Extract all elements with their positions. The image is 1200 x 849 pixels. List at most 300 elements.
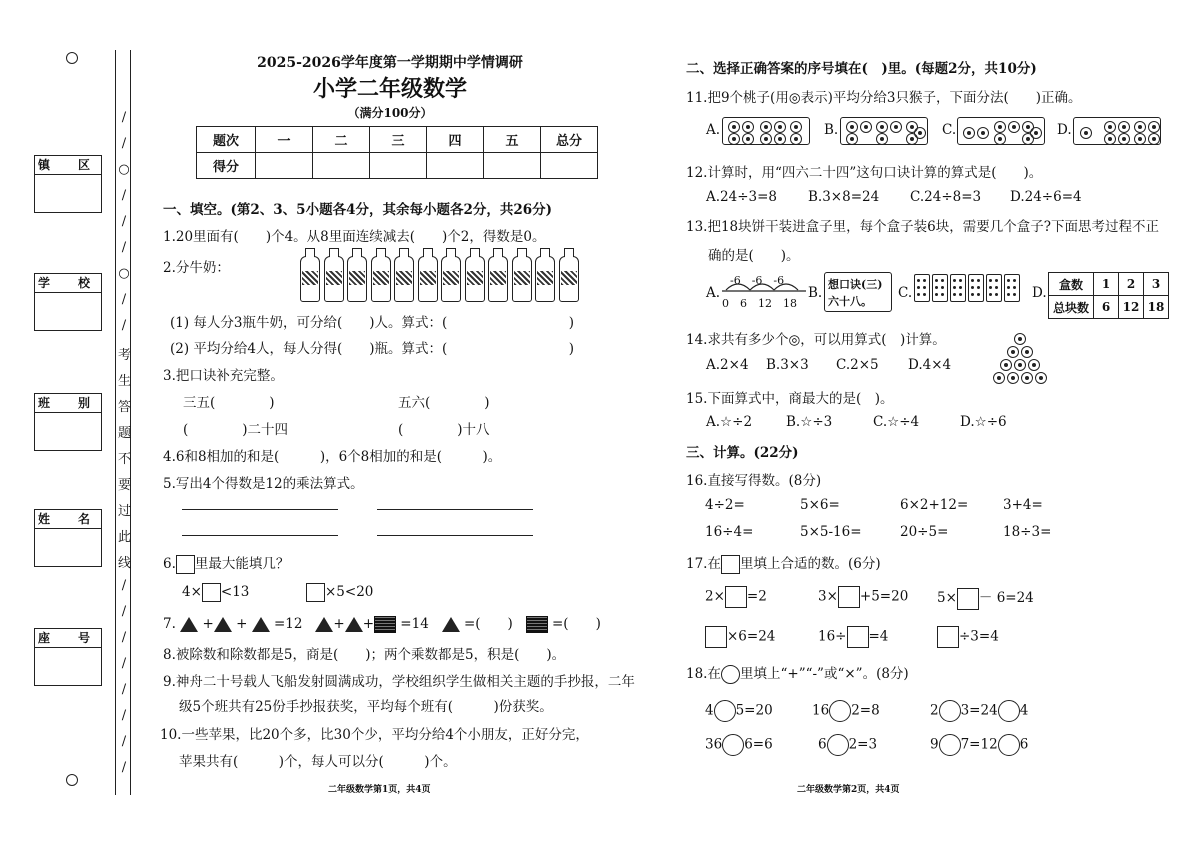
table-cell: 盒数 [1049,273,1094,296]
triangle-icon [214,617,232,632]
score-input-cell[interactable] [370,153,427,179]
expr-text: ×5<20 [325,584,374,600]
peach-icon [742,121,754,133]
question-3-d: ( )十八 [398,422,490,438]
q17-item [937,586,1034,610]
peach-icon [846,121,858,133]
peach-icon [890,121,902,133]
answer-box[interactable] [306,583,325,602]
cookie-dot [1013,293,1016,296]
calc-item[interactable]: 5×6= [800,497,840,513]
binding-text-char: 要 [118,478,132,493]
milk-bottle-icon [535,256,555,302]
peach-icon [1030,127,1042,139]
cookie-dot [917,279,920,282]
section2-heading: 二、选择正确答案的序号填在( )里。(每题2分，共10分) [686,61,1037,77]
question-18 [686,662,909,684]
binding-text-char: 不 [118,452,132,467]
cookie-dot [989,279,992,282]
field-name-label: 姓 名 [35,510,101,529]
expr-text: =14 [400,616,429,632]
q18-item [818,734,877,756]
cookie-dot [923,293,926,296]
answer-line[interactable] [377,535,533,536]
score-row-label: 得分 [197,153,256,179]
q18-item [705,700,773,722]
field-seat-label: 座 号 [35,629,101,648]
score-input-cell[interactable] [313,153,370,179]
cookie-dot [1007,286,1010,289]
field-name[interactable] [34,509,102,567]
option-11-c-label: C. [942,122,957,138]
expr-text: 9 [930,736,939,753]
peach-icon [1134,121,1146,133]
coin-icon [1007,346,1019,358]
cookie-dot [953,279,956,282]
question-3-c: ( )二十四 [183,422,289,438]
question-6-b [306,583,373,602]
cookie-dot [989,293,992,296]
question-12: 12.计算时，用“四六二十四”这句口诀计算的算式是( )。 [686,165,1043,181]
question-11: 11.把9个桃子(用◎表示)平均分给3只猴子，下面分法( )正确。 [686,90,1082,106]
field-seat[interactable] [34,628,102,686]
cookie-dot [917,293,920,296]
expr-text: － 6=24 [978,590,1034,606]
peach-icon [1148,133,1160,145]
cookie-dot [959,286,962,289]
option-15-b[interactable]: B.☆÷3 [786,414,833,430]
peach-icon [728,133,740,145]
milk-bottle-icon [300,256,320,302]
peach-icon [790,121,802,133]
question-2-1: (1) 每人分3瓶牛奶，可分给( )人。算式：( ) [170,315,575,331]
q18-item [930,734,1028,756]
score-input-cell[interactable] [484,153,541,179]
binding-circle-icon: ○ [118,266,130,281]
binding-slash: / [121,110,127,125]
number-line-arrows [720,280,808,294]
question-17-prefix: 17.在 [686,556,721,572]
square-icon [526,616,548,633]
option-12-c[interactable]: C.24÷8=3 [910,189,982,205]
expr-text: 6=6 [744,736,773,753]
binding-slash: / [121,630,127,645]
question-3-b: 五六( ) [398,395,490,411]
question-6-a [182,583,249,602]
binding-slash: / [121,604,127,619]
blank-box [176,555,195,574]
milk-bottle-icon [488,256,508,302]
calc-item[interactable]: 5×5-16= [800,524,862,540]
field-town-label: 镇 区 [35,156,101,175]
binding-text-char: 答 [118,400,132,415]
option-11-b-label: B. [824,122,839,138]
q18-item [705,734,773,756]
answer-circle[interactable] [722,734,744,756]
calc-item[interactable]: 18÷3= [1003,524,1052,540]
field-class-label: 班 别 [35,394,101,413]
peach-icon [1104,133,1116,145]
expr-text: =2 [746,588,767,605]
peach-icon [1080,127,1092,139]
answer-line[interactable] [377,509,533,510]
peach-icon [728,121,740,133]
binding-text-char: 过 [118,504,132,519]
option-13-d-table [1048,272,1169,319]
expr-text: =4 [868,628,889,645]
expr-text: 7=12 [960,736,998,753]
cookie-dot [959,293,962,296]
expr-text: =( ) [552,616,601,632]
cookie-dot [995,286,998,289]
cookie-dot [1007,279,1010,282]
question-13-line2: 确的是( )。 [708,248,800,264]
expr-text: 2 [930,702,939,719]
peach-icon [774,133,786,145]
option-14-b[interactable]: B.3×3 [766,357,809,373]
question-7-number: 7. [163,616,176,632]
question-8: 8.被除数和除数都是5，商是( )；两个乘数都是5，积是( )。 [163,647,566,663]
expr-text: 3× [818,588,838,605]
field-school[interactable] [34,273,102,331]
peach-icon [876,133,888,145]
cookie-dot [953,286,956,289]
blank-circle [721,665,740,684]
binding-slash: / [121,292,127,307]
coin-icon [1000,359,1012,371]
answer-circle[interactable] [714,700,736,722]
question-3: 3.把口诀补充完整。 [163,368,284,384]
peach-icon [760,133,772,145]
question-17-suffix: 里填上合适的数。(6分) [739,556,881,572]
cookie-dot [923,279,926,282]
field-class[interactable] [34,393,102,451]
section1-heading: 一、填空。(第2、3、5小题各4分，其余每小题各2分，共26分) [163,202,553,218]
q17-item [705,586,767,608]
score-header-cell: 二 [313,127,370,153]
coin-icon [1014,333,1026,345]
question-16: 16.直接写得数。(8分) [686,473,822,489]
cookie-dot [977,286,980,289]
question-17 [686,552,881,574]
exam-title: 小学二年级数学 [312,77,467,102]
calc-item[interactable]: 16÷4= [705,524,754,540]
option-14-d[interactable]: D.4×4 [908,357,952,373]
table-cell: 12 [1119,296,1144,319]
peach-icon [1134,133,1146,145]
milk-bottle-icon [347,256,367,302]
option-13-b-text1: 想口诀(三) [828,278,883,291]
score-header-cell: 五 [484,127,541,153]
table-cell: 1 [1094,273,1119,296]
calc-item[interactable]: 6×2+12= [900,497,969,513]
question-2-2: (2) 平均分给4人，每人分得( )瓶。算式：( ) [170,341,575,357]
expr-text: 2=8 [851,702,880,719]
answer-box[interactable] [725,586,747,608]
binding-text-char: 考 [118,348,132,363]
option-14-c[interactable]: C.2×5 [836,357,879,373]
answer-circle[interactable] [827,734,849,756]
milk-bottle-icon [465,256,485,302]
cookie-dot [977,279,980,282]
cookie-dot [935,286,938,289]
binding-slash: / [121,578,127,593]
expr-text: 5=20 [735,702,773,719]
binding-slash: / [121,656,127,671]
expr-text: 2=3 [848,736,878,753]
binding-text-char: 线 [118,556,132,571]
binding-hole-bottom [66,774,78,786]
peach-icon [774,121,786,133]
answer-circle[interactable] [998,700,1020,722]
expr-text: ×6=24 [727,628,776,645]
cookie-dot [941,279,944,282]
cookie-dot [1013,279,1016,282]
cookie-dot [971,293,974,296]
expr-text: 4 [1019,702,1029,719]
expr-text: 6 [1019,736,1029,753]
question-13-line1: 13.把18块饼干装进盒子里，每个盒子装6块，需要几个盒子?下面思考过程不正 [686,219,1159,235]
binding-text-char: 生 [118,374,132,389]
section3-heading: 三、计算。(22分) [686,445,799,461]
score-header-cell: 一 [256,127,313,153]
option-15-a[interactable]: A.☆÷2 [706,414,753,430]
option-13-b-label[interactable]: B. [808,285,823,301]
cookie-dot [977,293,980,296]
answer-box[interactable] [957,588,979,610]
question-15: 15.下面算式中，商最大的是( )。 [686,391,894,407]
binding-slash: / [121,188,127,203]
field-school-label: 学 校 [35,274,101,293]
cookie-box-icon [914,274,930,302]
exam-title-line1: 2025-2026学年度第一学期期中学情调研 [257,55,523,71]
binding-slash: / [121,318,127,333]
answer-box[interactable] [202,583,221,602]
cookie-dot [971,279,974,282]
cookie-box-icon [1004,274,1020,302]
calc-item[interactable]: 3+4= [1003,497,1043,513]
expr-text: 4× [182,584,202,600]
square-icon [374,616,396,633]
milk-bottle-icon [559,256,579,302]
answer-circle[interactable] [939,700,961,722]
exam-full-score: （满分100分） [347,106,433,120]
q18-item [930,700,1028,722]
milk-bottle-icon [324,256,344,302]
expr-text: 5× [937,590,957,606]
coin-icon [1028,359,1040,371]
answer-box[interactable] [937,626,959,648]
peach-icon [1118,133,1130,145]
score-input-cell[interactable] [541,153,598,179]
triangle-icon [180,617,198,632]
question-10-line2: 苹果共有( )个，每人可以分( )个。 [179,754,457,770]
calc-item[interactable]: 20÷5= [900,524,949,540]
question-7: 7. + + =12 + + =14 =( ) =( ) [163,616,601,632]
table-cell: 2 [1119,273,1144,296]
question-6-number: 6. [163,556,176,572]
answer-circle[interactable] [939,734,961,756]
expr-text: ÷3=4 [959,628,999,645]
coin-icon [1007,372,1019,384]
binding-slash: / [121,214,127,229]
option-12-d[interactable]: D.24÷6=4 [1010,189,1082,205]
table-cell: 总块数 [1049,296,1094,319]
cookie-dot [971,286,974,289]
answer-box[interactable] [847,626,869,648]
expr-text: 4 [705,702,714,719]
binding-slash: / [121,136,127,151]
option-15-c[interactable]: C.☆÷4 [873,414,920,430]
coin-icon [1035,372,1047,384]
cookie-dot [959,279,962,282]
peach-icon [760,121,772,133]
answer-circle[interactable] [998,734,1020,756]
number-line-jumps: -6 -6 -6 [730,274,785,287]
score-table [196,126,598,179]
option-11-a-label: A. [706,122,721,138]
peach-icon [790,133,802,145]
cookie-dot [1007,293,1010,296]
option-15-d[interactable]: D.☆÷6 [960,414,1007,430]
question-1: 1.20里面有( )个4。从8里面连续减去( )个2，得数是0。 [163,229,546,245]
question-6-text: 里最大能填几？ [194,556,290,572]
answer-line[interactable] [182,509,338,510]
field-town[interactable] [34,155,102,213]
question-14: 14.求共有多少个◎，可以用算式( )计算。 [686,332,946,348]
cookie-dot [989,286,992,289]
peach-icon [846,133,858,145]
question-18-suffix: 里填上“+”“-”或“×”。(8分) [739,666,909,682]
table-cell: 3 [1144,273,1169,296]
coin-icon [1021,346,1033,358]
binding-slash: / [121,708,127,723]
cookie-dot [953,293,956,296]
binding-text-char: 题 [118,426,132,441]
expr-text: =( ) [463,616,513,632]
milk-bottle-icon [418,256,438,302]
peach-icon [742,133,754,145]
expr-text: 3=24 [960,702,998,719]
expr-text: =12 [274,616,303,632]
table-cell: 6 [1094,296,1119,319]
q18-item [812,700,880,722]
answer-box[interactable] [838,586,860,608]
question-4: 4.6和8相加的和是( )，6个8相加的和是( )。 [163,449,502,465]
peach-icon [994,121,1006,133]
binding-slash: / [121,734,127,749]
peach-icon [876,121,888,133]
coin-icon [993,372,1005,384]
cookie-box-icon [986,274,1002,302]
triangle-icon [252,617,270,632]
expr-text: 2× [705,588,725,605]
cookie-dot [923,286,926,289]
milk-bottle-icon [512,256,532,302]
milk-bottle-icon [394,256,414,302]
option-13-d-label[interactable]: D. [1032,285,1047,301]
answer-box[interactable] [705,626,727,648]
question-6 [163,552,289,574]
binding-hole-top [66,52,78,64]
expr-text: 36 [705,736,723,753]
milk-bottle-icon [371,256,391,302]
expr-text: 6 [818,736,827,753]
expr-text: 16 [812,702,830,719]
peach-icon [977,127,989,139]
q17-item [818,586,908,608]
question-9-line1: 9.神舟二十号载人飞船发射圆满成功，学校组织学生做相关主题的手抄报，二年 [163,674,635,690]
cookie-dot [917,286,920,289]
triangle-icon [345,617,363,632]
binding-slash: / [121,240,127,255]
peach-icon [1104,121,1116,133]
peach-icon [963,127,975,139]
milk-bottle-icon [441,256,461,302]
score-header-cell: 总分 [541,127,598,153]
binding-circle-icon: ○ [118,162,130,177]
coin-icon [1021,372,1033,384]
question-5: 5.写出4个得数是12的乘法算式。 [163,476,364,492]
answer-circle[interactable] [829,700,851,722]
peach-icon [914,127,926,139]
peach-icon [860,121,872,133]
peach-icon [1118,121,1130,133]
expr-text: 16÷ [818,628,847,645]
answer-line[interactable] [182,535,338,536]
page-footer-left: 二年级数学第1页，共4页 [328,785,431,795]
binding-slash: / [121,682,127,697]
binding-text-char: 此 [118,530,132,545]
binding-slash: / [121,760,127,775]
option-13-a-label[interactable]: A. [706,285,721,301]
question-3-a: 三五( ) [183,395,275,411]
question-18-prefix: 18.在 [686,666,721,682]
cookie-dot [935,279,938,282]
score-input-cell[interactable] [256,153,313,179]
option-13-c-label[interactable]: C. [898,285,913,301]
option-11-d-label: D. [1057,122,1072,138]
cookie-box-icon [932,274,948,302]
q17-item [705,626,775,648]
number-line-labels: 0 6 12 18 [722,297,797,310]
cookie-dot [995,279,998,282]
score-header-cell: 三 [370,127,427,153]
score-header-cell: 题次 [197,127,256,153]
expr-text: <13 [220,584,250,600]
page-footer-right: 二年级数学第2页，共4页 [797,785,900,795]
cookie-box-icon [950,274,966,302]
peach-icon [1008,121,1020,133]
score-header-cell: 四 [427,127,484,153]
option-12-a[interactable]: A.24÷3=8 [706,189,778,205]
peach-icon [1148,121,1160,133]
option-14-a[interactable]: A.2×4 [706,357,749,373]
blank-box [721,555,740,574]
calc-item[interactable]: 4÷2= [705,497,745,513]
cookie-dot [995,293,998,296]
option-12-b[interactable]: B.3×8=24 [808,189,880,205]
cookie-dot [935,293,938,296]
peach-icon [994,133,1006,145]
option-13-b-text2: 六十八。 [828,295,872,308]
q17-item [818,626,888,648]
cookie-dot [1013,286,1016,289]
score-input-cell[interactable] [427,153,484,179]
expr-text: +5=20 [859,588,909,605]
question-9-line2: 级5个班共有25份手抄报获奖，平均每个班有( )份获奖。 [179,699,553,715]
cookie-dot [941,293,944,296]
